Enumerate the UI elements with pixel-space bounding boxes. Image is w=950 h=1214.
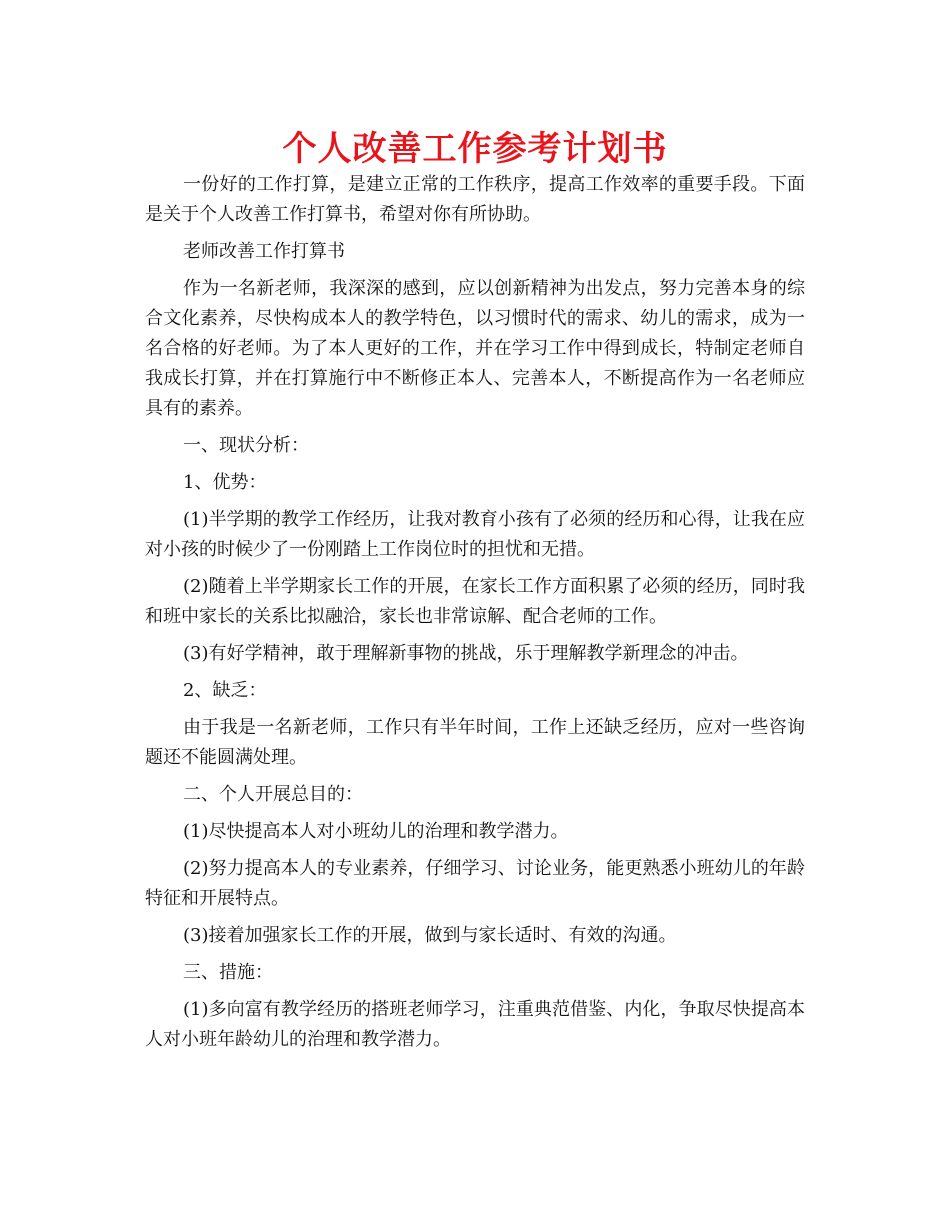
paragraph-preface: 作为一名新老师，我深深的感到，应以创新精神为出发点，努力完善本身的综合文化素养，尽快构成本人的教学特色，以习惯时代的需求、幼儿的需求，成为一名合格的好老师。为了本人更好的工作，并在学习工作中得到成长，特制定老师自我成长打算，并在打算施行中不断修正本人、完善本人，不断提高作为一名老师应具有的素养。 <box>145 278 805 419</box>
heading-measures: 三、措施： <box>183 962 273 983</box>
heading-shortcomings: 2、缺乏： <box>183 680 267 701</box>
paragraph-subtitle: 老师改善工作打算书 <box>183 241 345 262</box>
paragraph-advantage-2: (2)随着上半学期家长工作的开展，在家长工作方面积累了必须的经历，同时我和班中家长的关系比拟融洽，家长也非常谅解、配合老师的工作。 <box>145 576 805 627</box>
document-body <box>145 170 805 1062</box>
paragraph-measure-1: (1)多向富有教学经历的搭班老师学习，注重典范借鉴、内化，争取尽快提高本人对小班年龄幼儿的治理和教学潜力。 <box>145 999 805 1050</box>
paragraph-advantage-3: (3)有好学精神，敢于理解新事物的挑战，乐于理解教学新理念的冲击。 <box>183 643 749 664</box>
paragraph-goal-3: (3)接着加强家长工作的开展，做到与家长适时、有效的沟通。 <box>183 925 677 946</box>
paragraph-goal-1: (1)尽快提高本人对小班幼儿的治理和教学潜力。 <box>183 821 569 842</box>
heading-advantages: 1、优势： <box>183 472 267 493</box>
heading-status-analysis: 一、现状分析： <box>183 435 309 456</box>
paragraph-advantage-1: (1)半学期的教学工作经历，让我对教育小孩有了必须的经历和心得，让我在应对小孩的时候少了一份刚踏上工作岗位时的担忧和无措。 <box>145 509 805 560</box>
document-title: 个人改善工作参考计划书 <box>282 129 668 169</box>
paragraph-goal-2: (2)努力提高本人的专业素养，仔细学习、讨论业务，能更熟悉小班幼儿的年龄特征和开展特点。 <box>145 858 805 909</box>
heading-goals: 二、个人开展总目的： <box>183 784 363 805</box>
paragraph-intro: 一份好的工作打算，是建立正常的工作秩序，提高工作效率的重要手段。下面是关于个人改善工作打算书，希望对你有所协助。 <box>145 174 805 225</box>
paragraph-shortcomings: 由于我是一名新老师，工作只有半年时间，工作上还缺乏经历，应对一些咨询题还不能圆满处理。 <box>145 717 805 768</box>
